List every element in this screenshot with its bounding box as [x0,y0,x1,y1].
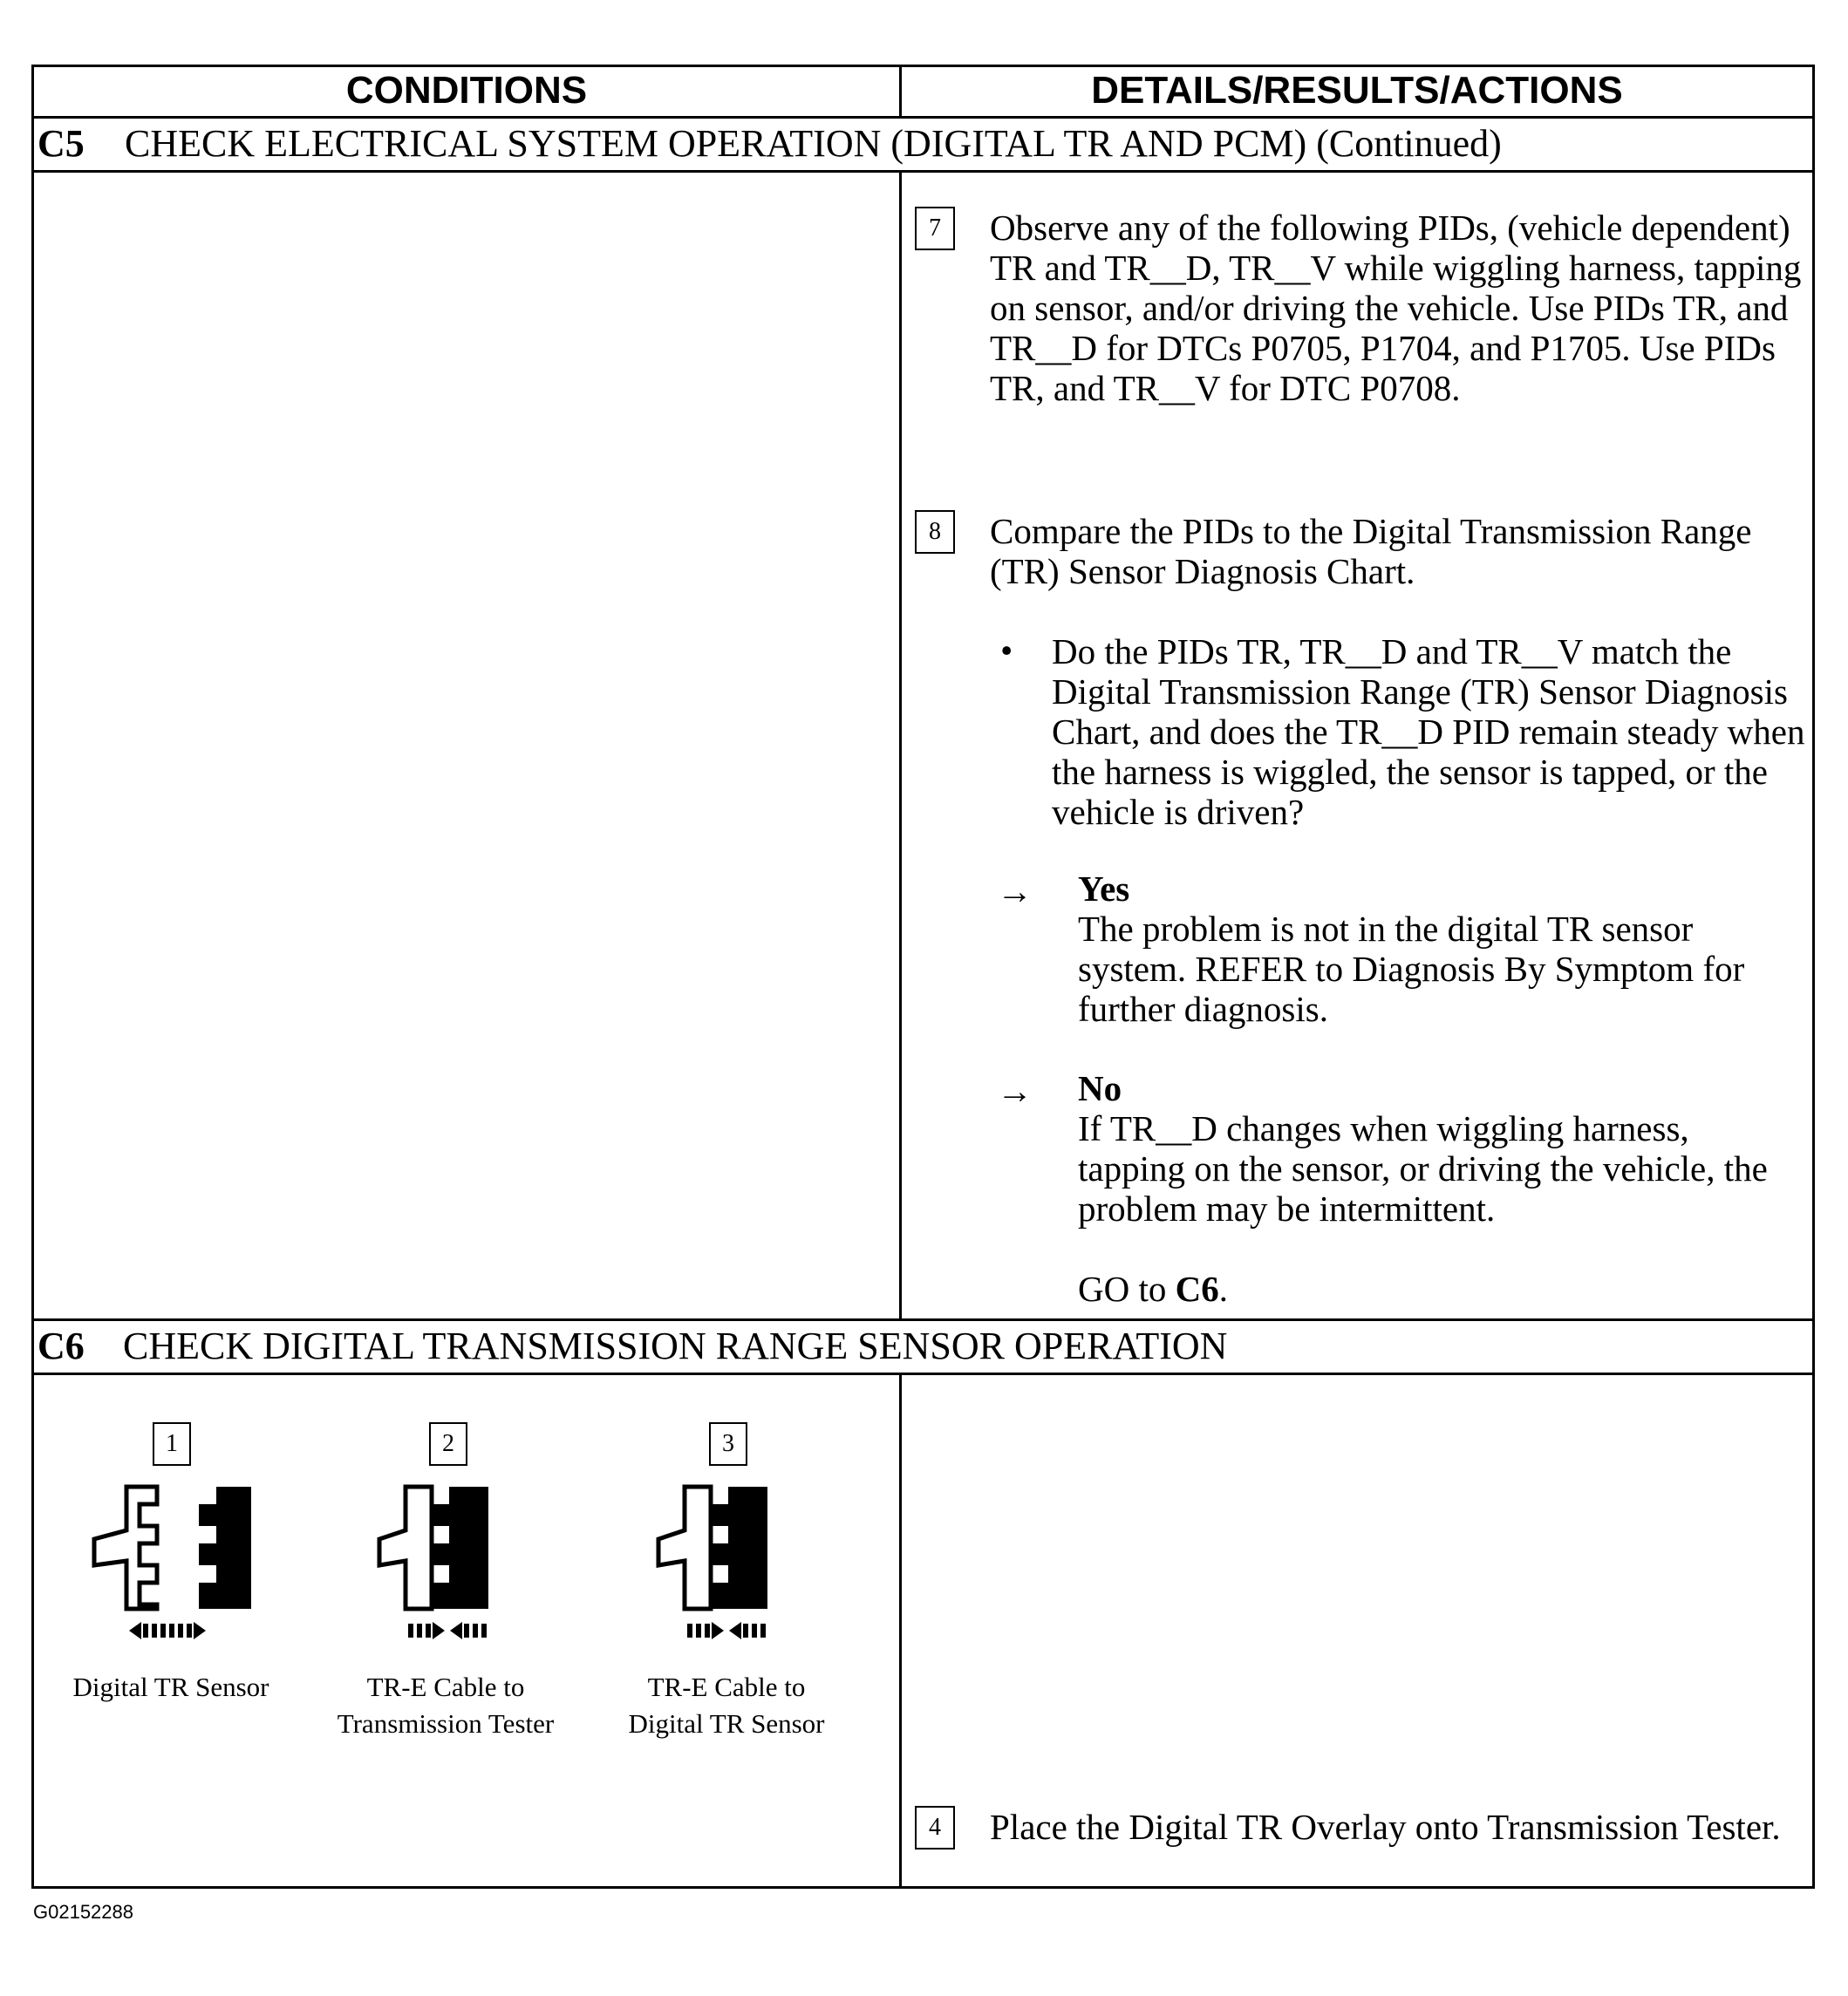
no-label: No [1078,1068,1122,1108]
column-divider-c6 [899,1373,902,1889]
table-bottom-border [31,1886,1815,1889]
details-header: DETAILS/RESULTS/ACTIONS [1091,69,1623,112]
tr-e-cable-to-sensor-connector-icon [654,1482,820,1648]
step-8-box: 8 [915,510,955,554]
yes-arrow: → [997,871,1033,911]
c5-number: C5 [38,122,85,165]
digital-tr-sensor-connector-icon [87,1482,253,1648]
table-right-border [1812,65,1815,1889]
figure-3-label: TR-E Cable to Digital TR Sensor [628,1672,825,1739]
c6-number: C6 [38,1325,85,1367]
figure-3-box: 3 [709,1422,747,1466]
step-8-question: Do the PIDs TR, TR__D and TR__V match the Digital Transmission Range (TR) Sensor Diagnosis Chart, and does the TR__D PID remain steady when the harness is wiggled, the sensor is tapped, or the vehicle is driven? [1052,631,1805,832]
c5-section-title [38,118,1502,170]
tr-e-cable-to-tester-connector-icon [375,1482,541,1648]
goto-c6 [1078,1269,1601,1309]
figure-code: G02152288 [33,1901,133,1923]
step-7-box: 7 [915,207,955,250]
step-7-text: Observe any of the following PIDs, (vehicle dependent) TR and TR__D, TR__V while wiggling harness, tapping on sensor, and/or driving the vehicle. Use PIDs TR, and TR__D for DTCs P0705, P1704, and P1705. Use PIDs TR, and TR__V for DTC P0708. [990,208,1802,408]
step-8-text: Compare the PIDs to the Digital Transmission Range (TR) Sensor Diagnosis Chart. [990,511,1752,591]
figure-1-box: 1 [153,1422,191,1466]
c6-title-text: CHECK DIGITAL TRANSMISSION RANGE SENSOR OPERATION [123,1325,1228,1367]
goto-suffix: . [1218,1269,1228,1309]
yes-text: The problem is not in the digital TR sensor system. REFER to Diagnosis By Symptom for further diagnosis. [1078,909,1745,1029]
no-arrow: → [997,1071,1033,1111]
figure-2-label: TR-E Cable to Transmission Tester [337,1672,555,1739]
step-8-bullet: • [1000,630,1013,671]
c6-title-divider [31,1373,1815,1375]
yes-label: Yes [1078,869,1130,909]
c5-title-text: CHECK ELECTRICAL SYSTEM OPERATION (DIGITAL TR AND PCM) (Continued) [125,122,1502,165]
step-4-box: 4 [915,1806,955,1850]
no-text: If TR__D changes when wiggling harness, tapping on the sensor, or driving the vehicle, the problem may be intermittent. [1078,1108,1768,1229]
conditions-header: CONDITIONS [345,69,588,112]
column-divider-c5 [899,170,902,1319]
goto-prefix: GO to [1078,1269,1176,1309]
figure-1-label: Digital TR Sensor [72,1672,269,1702]
c5-title-divider [31,170,1815,173]
c6-section-title [38,1320,1227,1373]
goto-target: C6 [1175,1269,1219,1309]
step-4-text: Place the Digital TR Overlay onto Transmission Tester. [990,1807,1781,1847]
figure-2-box: 2 [429,1422,467,1466]
table-left-border [31,65,34,1889]
